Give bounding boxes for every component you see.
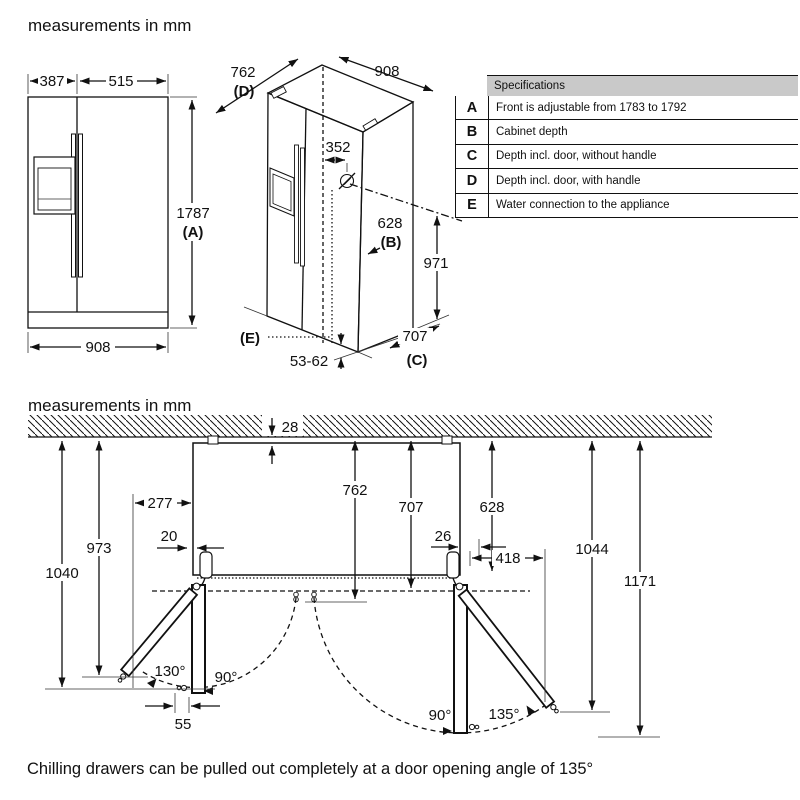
row-key: C [455, 145, 489, 168]
right-door-handle [79, 134, 83, 277]
dim-water-offset [325, 139, 351, 172]
row-key: E [455, 194, 489, 217]
table-header-spacer [455, 75, 487, 96]
row-desc: Water connection to the appliance [496, 199, 670, 212]
hinge-cover-left [271, 87, 286, 99]
svg-text:762: 762 [230, 64, 256, 81]
dim-height: 1787 [176, 205, 210, 222]
dim-total-width: 908 [85, 339, 111, 356]
front-view [28, 73, 214, 356]
svg-text:277: 277 [147, 495, 173, 512]
arc-arrow-90-right [443, 727, 452, 735]
svg-text:(C): (C) [406, 352, 428, 369]
dim-iso-depth-with-handle [216, 59, 298, 113]
dim-front-height [170, 97, 214, 328]
svg-text:628: 628 [479, 499, 505, 516]
dim-front-widths [28, 73, 168, 94]
svg-text:1171: 1171 [623, 573, 657, 590]
dim-1040 [41, 441, 215, 689]
row-desc: Front is adjustable from 1783 to 1792 [496, 101, 687, 114]
dim-55 [145, 693, 220, 733]
svg-text:628: 628 [377, 215, 403, 232]
table-row [455, 145, 798, 169]
dim-height-ref: (A) [182, 224, 204, 241]
svg-text:20: 20 [160, 528, 178, 545]
angle-90-left: 90° [214, 669, 238, 686]
wall-hatching [28, 415, 712, 437]
table-header: Specifications [487, 75, 798, 96]
dim-front-total-width [28, 332, 168, 356]
dim-iso-depth-without-handle [390, 326, 439, 369]
row-desc: Depth incl. door, with handle [496, 174, 641, 187]
iso-view [216, 57, 462, 370]
svg-text:28: 28 [281, 419, 299, 436]
angle-135: 135° [488, 706, 520, 723]
arc-arrow-135 [527, 706, 537, 716]
table-row [455, 120, 798, 144]
iso-dispenser [270, 168, 294, 216]
top-view-diagram [28, 412, 712, 737]
svg-text:352: 352 [325, 139, 351, 156]
row-desc: Cabinet depth [496, 126, 568, 139]
svg-text:908: 908 [374, 63, 400, 80]
svg-text:418: 418 [495, 550, 521, 567]
svg-text:971: 971 [423, 255, 449, 272]
row-desc: Depth incl. door, without handle [496, 150, 657, 163]
water-connection-ref: (E) [240, 330, 260, 347]
bottom-heading: measurements in mm [28, 396, 192, 415]
dim-973 [81, 441, 148, 677]
wall-spacer-left [208, 436, 218, 444]
dim-cabinet-depth [368, 215, 403, 254]
water-valve-icon [339, 173, 355, 189]
svg-text:55: 55 [174, 716, 192, 733]
svg-text:1044: 1044 [575, 541, 609, 558]
footnote: Chilling drawers can be pulled out completely at a door opening angle of 135° [27, 760, 594, 778]
dim-width-right-door: 515 [108, 73, 134, 90]
svg-text:26: 26 [434, 528, 452, 545]
center-hinge-symbols [294, 592, 317, 602]
svg-text:973: 973 [86, 540, 112, 557]
hinge-cover-right [363, 119, 378, 131]
iso-left-handle [295, 145, 299, 263]
svg-text:(D): (D) [233, 83, 255, 100]
dim-iso-width [339, 57, 433, 91]
dim-1044 [560, 441, 614, 712]
water-dispenser [34, 157, 75, 214]
angle-90-right: 90° [428, 707, 452, 724]
svg-text:707: 707 [398, 499, 424, 516]
dim-width-left-door: 387 [39, 73, 65, 90]
row-key: D [455, 169, 489, 192]
wall-spacer-right [442, 436, 452, 444]
dim-water-height [419, 216, 454, 319]
dim-1171 [598, 441, 662, 737]
table-row [455, 169, 798, 193]
svg-text:762: 762 [342, 482, 368, 499]
table-row [455, 194, 798, 218]
dim-floor-gap [290, 333, 341, 370]
svg-text:1040: 1040 [45, 565, 79, 582]
svg-text:53-62: 53-62 [289, 353, 329, 370]
table-row [455, 96, 798, 120]
row-key: A [455, 96, 489, 119]
row-key: B [455, 120, 489, 143]
svg-text:(B): (B) [380, 234, 402, 251]
right-door-135 [459, 590, 561, 717]
angle-130: 130° [154, 663, 186, 680]
iso-right-handle [301, 148, 305, 266]
svg-text:707: 707 [402, 328, 428, 345]
specifications-table [455, 75, 798, 218]
top-heading: measurements in mm [28, 16, 192, 35]
